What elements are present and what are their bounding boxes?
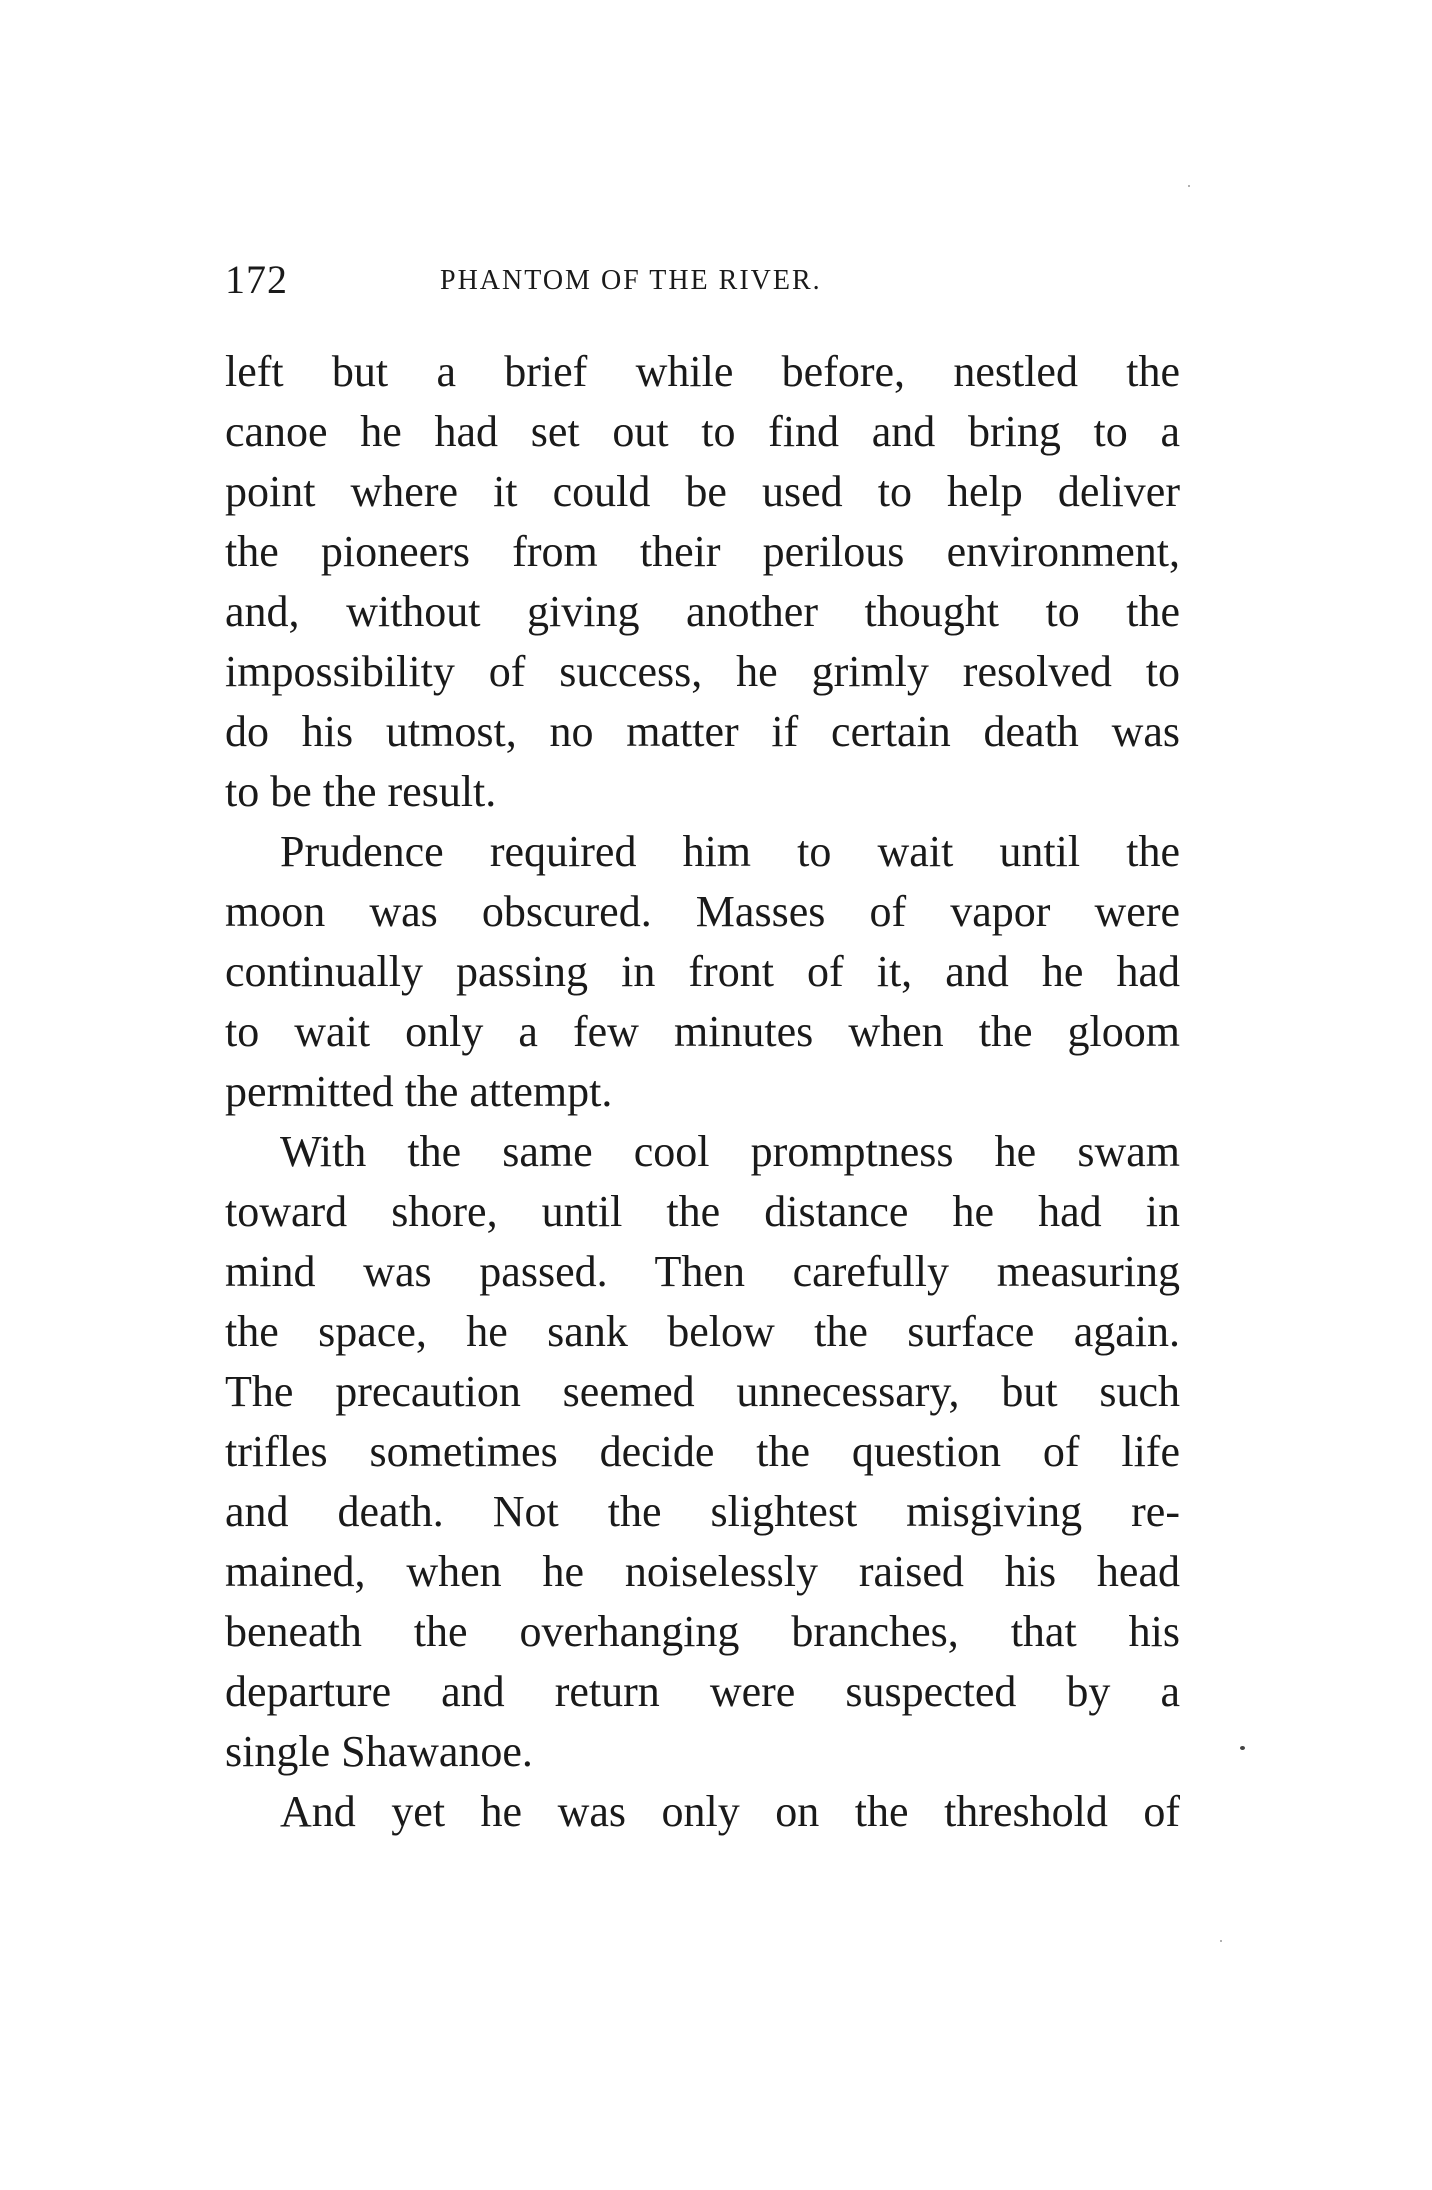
text-line: the pioneers from their perilous environment, [225,527,1180,576]
text-line: single Shawanoe. [225,1727,533,1776]
paragraph-first-line: And yet he was only on the threshold of [280,1787,1180,1836]
print-speck [1240,1746,1245,1750]
print-speck [1220,1940,1222,1942]
text-line: trifles sometimes decide the question of life [225,1427,1180,1476]
text-line: permitted the attempt. [225,1067,613,1116]
print-speck [1188,185,1190,187]
running-title: PHANTOM OF THE RIVER. [440,265,822,296]
paragraph-first-line: With the same cool promptness he swam [280,1127,1180,1176]
text-line: toward shore, until the distance he had in [225,1187,1180,1236]
text-line: continually passing in front of it, and he had [225,947,1180,996]
text-line: the space, he sank below the surface again. [225,1307,1180,1356]
text-line: do his utmost, no matter if certain death was [225,707,1180,756]
text-line: departure and return were suspected by a [225,1667,1180,1716]
text-line: beneath the overhanging branches, that his [225,1607,1180,1656]
text-line: moon was obscured. Masses of vapor were [225,887,1180,936]
text-line: to wait only a few minutes when the gloom [225,1007,1180,1056]
body-text [225,342,1180,1842]
text-line: The precaution seemed unnecessary, but such [225,1367,1180,1416]
page-number: 172 [225,257,288,302]
text-line: left but a brief while before, nestled the [225,347,1180,396]
text-line: mained, when he noiselessly raised his head [225,1547,1180,1596]
text-line: point where it could be used to help deliver [225,467,1180,516]
text-line: and death. Not the slightest misgiving re- [225,1487,1180,1536]
text-line: and, without giving another thought to the [225,587,1180,636]
text-line: impossibility of success, he grimly resolved to [225,647,1180,696]
text-line: mind was passed. Then carefully measuring [225,1247,1180,1296]
text-line: canoe he had set out to find and bring to a [225,407,1180,456]
running-head [225,255,1180,305]
paragraph-first-line: Prudence required him to wait until the [280,827,1180,876]
text-line: to be the result. [225,767,497,816]
